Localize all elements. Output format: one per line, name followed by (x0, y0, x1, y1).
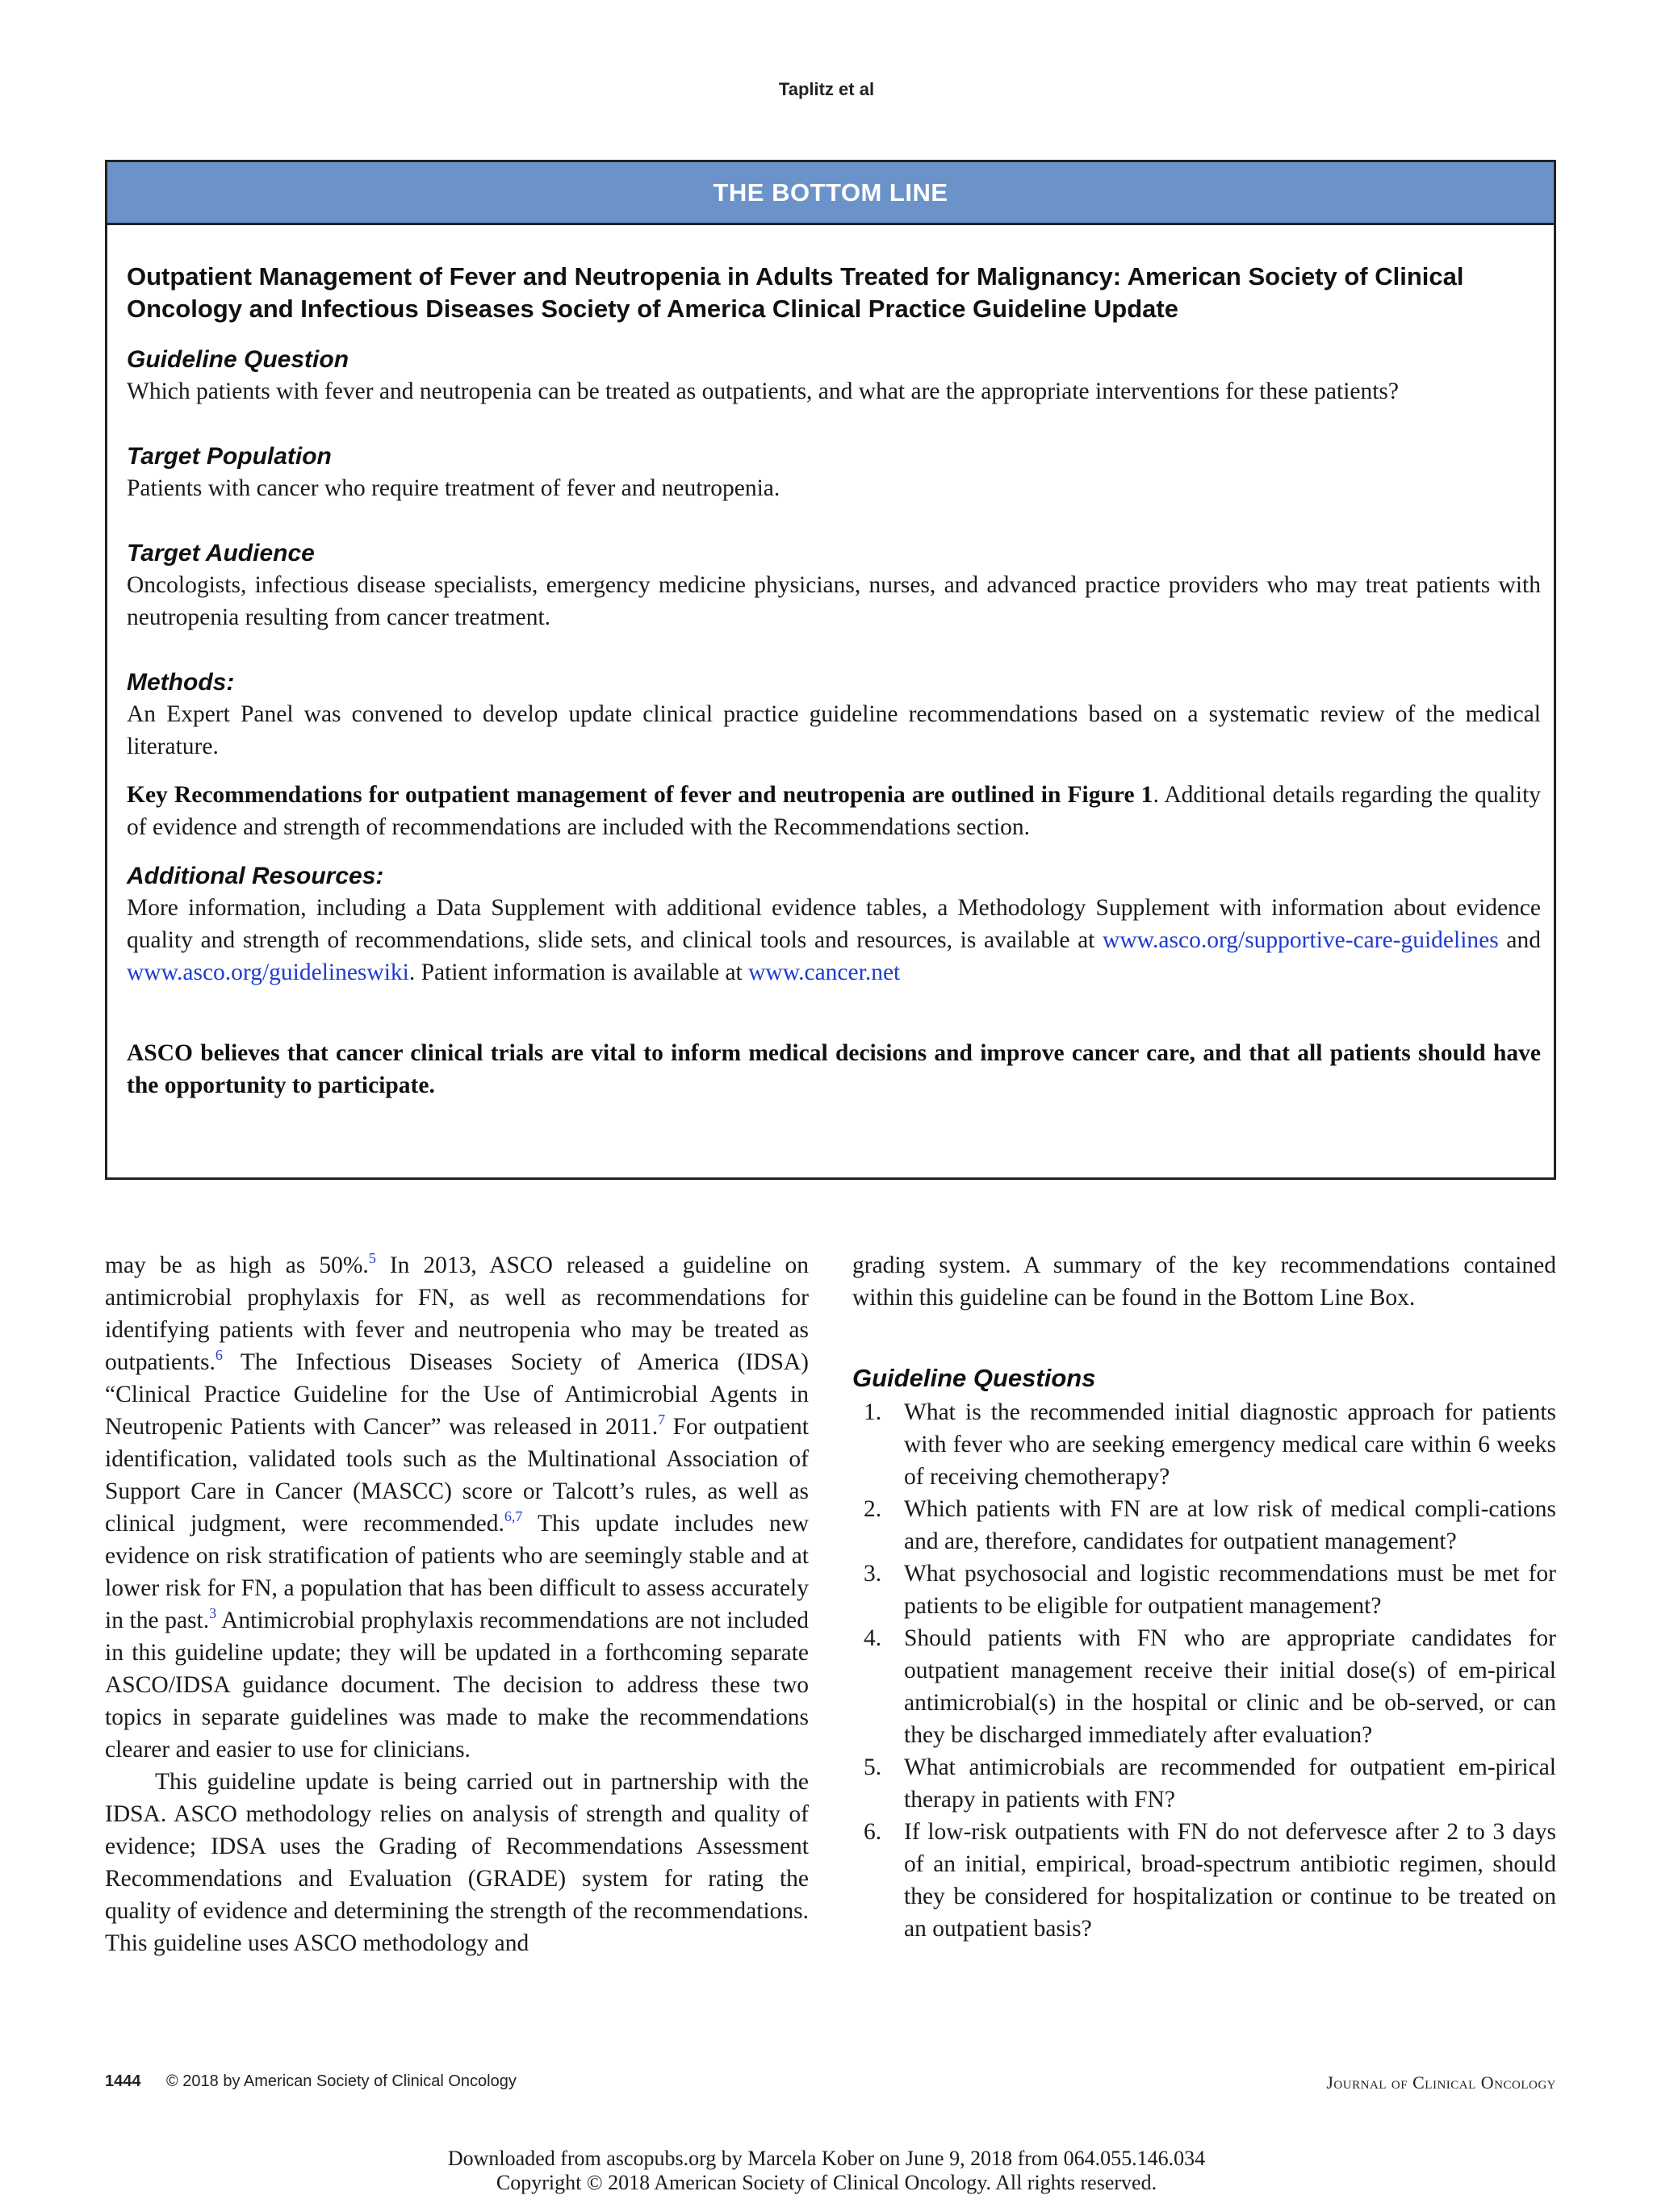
ref-7[interactable]: 7 (658, 1411, 666, 1428)
download-line: Downloaded from ascopubs.org by Marcela Kober on June 9, 2018 from 064.055.146.034 (447, 2147, 1206, 2170)
target-population-heading: Target Population (127, 443, 332, 470)
guideline-question-heading: Guideline Question (127, 346, 349, 373)
ref-5[interactable]: 5 (368, 1250, 376, 1266)
list-item: 4. Should patients with FN who are appropriate candidates for outpatient management receive their initial dose(s) of em-pirical antimicrobial(s) in the hospital or clinic and be ob-served, or can they be discharged immediately after evaluation? (864, 1625, 1556, 1748)
methods-heading: Methods: (127, 669, 235, 696)
page-number: 1444 (105, 2072, 141, 2090)
guideline-questions-heading: Guideline Questions (852, 1364, 1096, 1392)
key-recommendations-text: Key Recommendations for outpatient management of fever and neutropenia are outlined in Figure 1. Additional details regarding the quality of evidence and strength of recommendations are included with the Recommendations section. (127, 782, 1542, 840)
guideline-title: Outpatient Management of Fever and Neutropenia in Adults Treated for Malignancy: American Society of Clinical Oncology and Infectious Diseases Society of America Clinical Practice Guideline Update (127, 262, 1464, 323)
list-item: 1. What is the recommended initial diagnostic approach for patients with fever who are seeking emergency medical care within 6 weeks of receiving chemotherapy? (864, 1399, 1556, 1490)
guidelineswiki-link[interactable]: www.asco.org/guidelineswiki (127, 960, 409, 985)
download-note (0, 2147, 1653, 2195)
list-item: 6. If low-risk outpatients with FN do not defervesce after 2 to 3 days of an initial, empirical, broad-spectrum antibiotic regimen, should they be considered for hospitalization or continue to be treated on an outpatient basis? (864, 1819, 1556, 1942)
additional-resources-heading: Additional Resources: (127, 863, 384, 889)
left-paragraph-1: may be as high as 50%.$^5$ In 2013, ASCO released a guideline on antimicrobial prophylaxis for FN, as well as recommendations for identifying patients with fever and neutropenia who may be treated as outpatients.$^6$ The Infectious Diseases Society of America (IDSA) “Clinical Practice Guideline for the Use of Antimicrobial Agents in Neutropenic Patients with Cancer” was released in 2011.$^7$ For outpatient identification, validated tools such as the Multinational Association of Support Care in Cancer (MASCC) score or Talcott’s rules, as well as clinical judgment, were recommended.$^{6,7}$ This update includes new evidence on risk stratification of patients who are seemingly stable and at lower risk for FN, a population that has been difficult to assess accurately in the past.$^3$ Antimicrobial prophylaxis recommendations are not included in this guideline update; they will be updated in a forthcoming separate ASCO/IDSA guidance document. The decision to address these two topics in separate guidelines was made to make the recommendations clearer and easier to use for clinicians. (105, 1250, 810, 1762)
methods-text: An Expert Panel was convened to develop update clinical practice guideline recommendations based on a systematic review of the medical literature. (127, 701, 1541, 759)
ref-6-7[interactable]: 6,7 (504, 1508, 523, 1524)
supportive-care-guidelines-link[interactable]: www.asco.org/supportive-care-guidelines (1103, 927, 1499, 953)
key-recommendations-bold: Key Recommendations for outpatient management of fever and neutropenia are outlined in (127, 782, 1061, 808)
running-head: Taplitz et al (778, 79, 875, 99)
right-column (852, 1249, 1556, 1945)
ref-3[interactable]: 3 (209, 1605, 217, 1621)
bottom-line-box (105, 160, 1556, 1180)
journal-name: Journal of Clinical Oncology (1326, 2072, 1556, 2093)
target-population-text: Patients with cancer who require treatment of fever and neutropenia. (127, 475, 780, 501)
figure-1-link[interactable]: Figure 1 (1067, 782, 1153, 808)
list-item: 5. What antimicrobials are recommended for outpatient em-pirical therapy in patients with FN? (864, 1754, 1556, 1813)
additional-resources-text: More information, including a Data Supplement with additional evidence tables, a Methodology Supplement with information about evidence quality and strength of recommendations, slide sets, and clinical tools and resources, is available at www.asco.org/supportive-care-guidelines and www.asco.org/guidelineswiki. Patient information is available at www.cancer.net (127, 895, 1542, 985)
list-item: 3. What psychosocial and logistic recommendations must be met for patients to be eligible for outpatient management? (864, 1561, 1556, 1619)
copyright-line: Copyright © 2018 American Society of Clinical Oncology. All rights reserved. (496, 2171, 1157, 2194)
ref-6[interactable]: 6 (215, 1347, 223, 1363)
target-audience-text: Oncologists, infectious disease specialists, emergency medicine physicians, nurses, and advanced practice providers who may treat patients with neutropenia resulting from cancer treatment. (127, 572, 1541, 630)
box-header: THE BOTTOM LINE (107, 162, 1554, 225)
footer-copyright: © 2018 by American Society of Clinical Oncology (166, 2072, 517, 2090)
left-paragraph-2: This guideline update is being carried out in partnership with the IDSA. ASCO methodology relies on analysis of strength and quality of evidence; IDSA uses the Grading of Recommendations Assessment Recommendations and Evaluation (GRADE) system for rating the quality of evidence and determining the strength of the recommendations. This guideline uses ASCO methodology and (105, 1769, 809, 1956)
cancer-net-link[interactable]: www.cancer.net (748, 960, 901, 985)
target-audience-heading: Target Audience (127, 540, 315, 567)
closing-statement: ASCO believes that cancer clinical trials are vital to inform medical decisions and improve cancer care, and that all patients should have the opportunity to participate. (127, 1040, 1541, 1098)
guideline-question-text: Which patients with fever and neutropenia can be treated as outpatients, and what are the appropriate interventions for these patients? (127, 378, 1400, 404)
page-footer (105, 2069, 1556, 2098)
guideline-questions-list (852, 1396, 1556, 1945)
left-column (105, 1249, 809, 1959)
list-item: 2. Which patients with FN are at low risk of medical compli-cations and are, therefore, candidates for outpatient management? (864, 1496, 1556, 1554)
right-paragraph-1: grading system. A summary of the key recommendations contained within this guideline can be found in the Bottom Line Box. (852, 1252, 1556, 1311)
